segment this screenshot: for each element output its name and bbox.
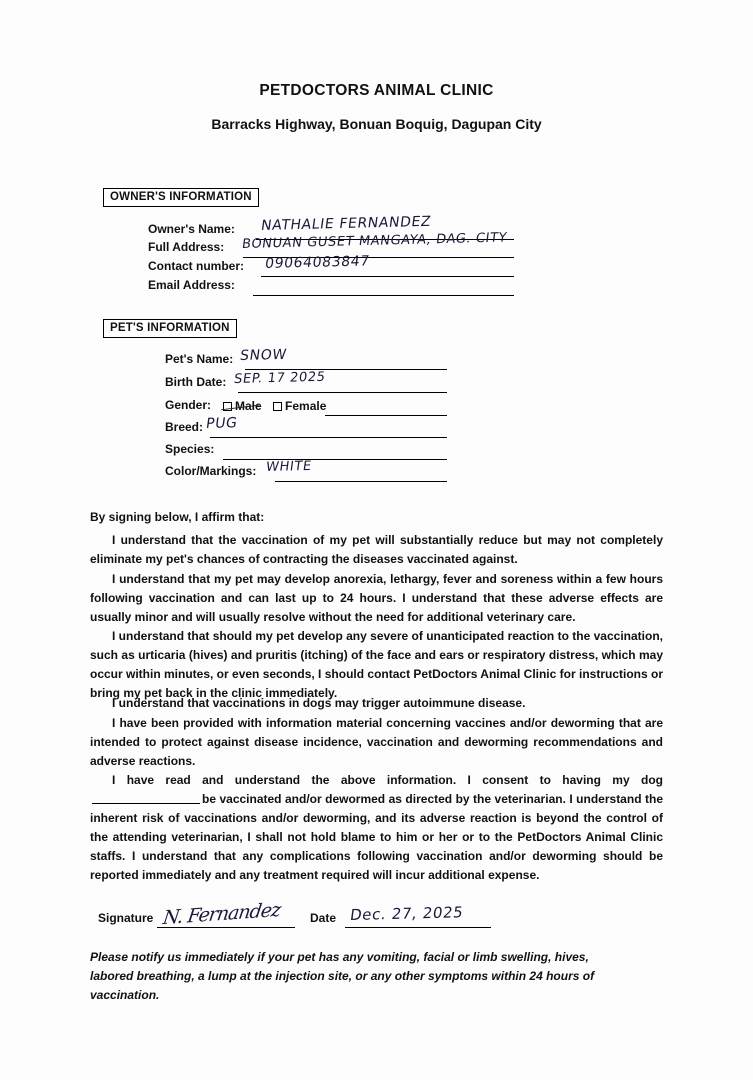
species-line[interactable]: [223, 442, 447, 460]
owner-information-heading: OWNER'S INFORMATION: [103, 188, 259, 207]
affirmation-paragraph-1: [90, 531, 663, 569]
affirmation-paragraph-3: [90, 627, 663, 703]
gender-female-checkbox[interactable]: [273, 402, 282, 411]
birth-date-label: Birth Date:: [165, 375, 227, 389]
contact-number-row: [148, 253, 514, 277]
consent-paragraph-part1: I have read and understand the above information. I consent to having my dog: [112, 773, 663, 787]
gender-male-checkbox[interactable]: [223, 402, 232, 411]
affirmation-heading: By signing below, I affirm that:: [90, 510, 265, 524]
gender-female-label: Female: [285, 399, 327, 413]
consent-dog-name-blank[interactable]: [92, 791, 200, 804]
affirmation-paragraph-3-text: I understand that should my pet develop any severe of unanticipated reaction to the vaccination, such as urticaria (hives) and pruritis (itching) of the face and ears or respiratory distress, which may occur within minutes, or even seconds, I should contact PetDoctors Animal Clinic for instructions or bring my pet back in the clinic immediately.: [90, 629, 663, 700]
pet-name-label: Pet's Name:: [165, 352, 234, 366]
consent-paragraph: [90, 771, 663, 885]
color-markings-value: WHITE: [265, 458, 313, 475]
contact-number-value: 09064083847: [264, 253, 371, 272]
birth-date-row: [165, 369, 447, 393]
affirmation-paragraph-1-text: I understand that the vaccination of my pet will substantially reduce but may not completely eliminate my pet's chances of contracting the diseases vaccinated against.: [90, 533, 663, 566]
color-markings-row: [165, 458, 447, 482]
date-line[interactable]: [345, 926, 491, 928]
signature-value: N. Fernandez: [161, 898, 282, 930]
gender-options: [221, 399, 326, 413]
contact-number-label: Contact number:: [148, 259, 244, 273]
owner-name-value: NATHALIE FERNANDEZ: [260, 213, 433, 234]
clinic-address: Barracks Highway, Bonuan Boquig, Dagupan City: [211, 116, 542, 132]
email-address-row: [148, 278, 514, 296]
email-address-label: Email Address:: [148, 278, 235, 292]
full-address-value: BONUAN GUSET MANGAYA, DAG. CITY: [241, 230, 509, 252]
clinic-name: PETDOCTORS ANIMAL CLINIC: [259, 82, 494, 99]
breed-label: Breed:: [165, 420, 204, 434]
affirmation-paragraph-5-text: I have been provided with information material concerning vaccines and/or deworming that are intended to protect against disease incidence, vaccination and deworming recommendations and adverse reactions.: [90, 716, 663, 768]
breed-value: PUG: [205, 415, 239, 432]
signature-label: Signature: [98, 911, 154, 925]
footer-note: Please notify us immediately if your pet has any vomiting, facial or limb swelling, hives, labored breathing, a lump at the injection site, or any other symptoms within 24 hours of vaccination.: [90, 950, 595, 1002]
pet-name-row: [165, 346, 447, 370]
date-label: Date: [310, 911, 337, 925]
color-markings-label: Color/Markings:: [165, 464, 257, 478]
gender-label: Gender:: [165, 398, 212, 412]
owner-name-label: Owner's Name:: [148, 222, 235, 236]
pet-name-value: SNOW: [239, 346, 288, 364]
species-row: [165, 442, 447, 460]
breed-row: [165, 415, 447, 438]
date-value: Dec. 27, 2025: [349, 903, 465, 924]
affirmation-paragraph-2-text: I understand that my pet may develop anorexia, lethargy, fever and soreness within a few hours following vaccination and can last up to 24 hours. I understand that these adverse effects are usually minor and will usually resolve without the need for additional veterinary care.: [90, 572, 663, 624]
gender-row: [165, 398, 447, 416]
consent-paragraph-part2: be vaccinated and/or dewormed as directed by the veterinarian. I understand the inherent risk of vaccinations and/or deworming, and its adverse reaction is beyond the control of the attending veterinarian, I shall not hold blame to him or her or to the PetDoctors Animal Clinic staffs. I understand that any complications following vaccination and/or deworming should be reported immediately and any treatment required will incur additional expense.: [90, 792, 663, 882]
affirmation-paragraph-5: [90, 714, 663, 771]
email-address-line[interactable]: [253, 278, 514, 296]
affirmation-paragraph-4: [90, 694, 663, 713]
gender-line[interactable]: [325, 398, 447, 416]
breed-line[interactable]: [210, 420, 447, 438]
affirmation-paragraph-4-text: I understand that vaccinations in dogs may trigger autoimmune disease.: [112, 696, 526, 710]
full-address-label: Full Address:: [148, 240, 225, 254]
gender-male-label: Male: [235, 399, 262, 413]
pet-information-heading: PET'S INFORMATION: [103, 319, 237, 338]
affirmation-paragraph-2: [90, 570, 663, 627]
birth-date-value: SEP. 17 2025: [233, 369, 327, 387]
species-label: Species:: [165, 442, 215, 456]
